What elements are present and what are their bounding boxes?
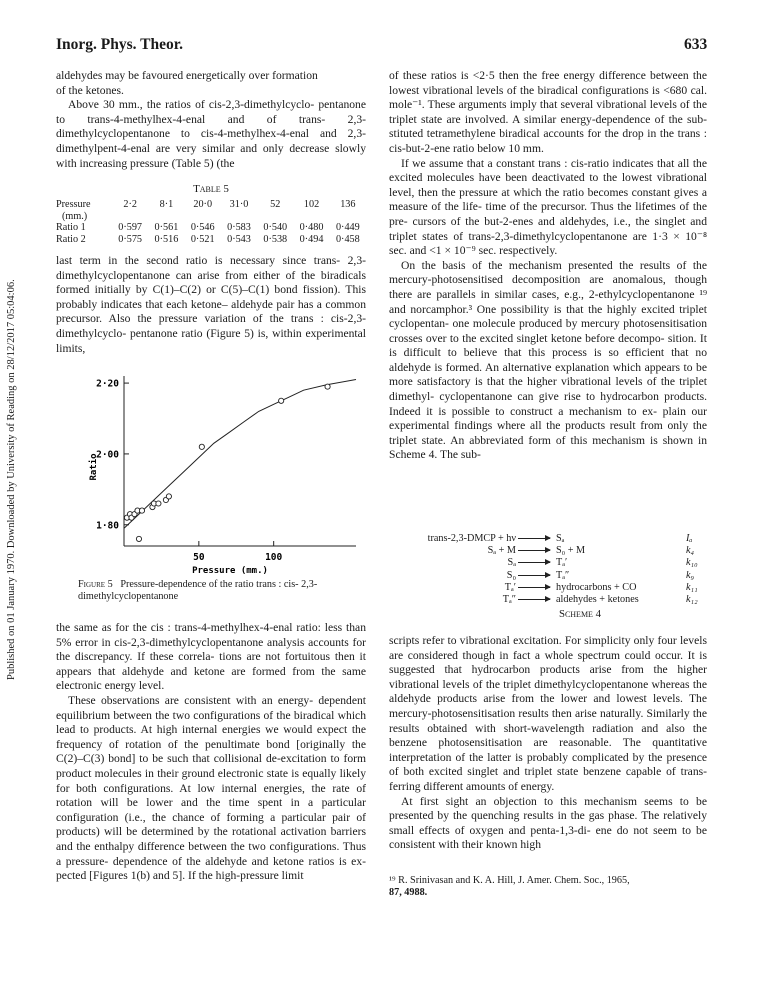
data-point — [166, 494, 171, 499]
table-cell: Ratio 1 — [56, 222, 86, 233]
figure-caption — [78, 579, 368, 603]
scheme-row — [410, 570, 710, 582]
table-cell: Ratio 2 — [56, 233, 86, 245]
data-point — [136, 536, 141, 541]
paragraph: last term in the second ratio is necessary since trans- 2,3-dimethylcyclopentanone can arise from either of the biradicals formed initially by C(1)–C(2) or C(5)–C(1) bond fission). This probably indicates that each ketone– aldehyde pair has a common precursor. Also the pressure variation of the trans : cis-2,3-dimethylcyclo- pentanone ratio (Figure 5) is, within experimental limits, — [56, 254, 366, 355]
download-watermark — [6, 120, 20, 680]
paragraph: These observations are consistent with an energy- dependent equilibrium between the two configurations of the biradical which lead to products. At high internal energies we would expect the frequency of rotation of the penultimate bond [originally the C(2)–C(3) bond] to be such that collisional de-excitation to form product molecules in their ground electronic state is equally likely for both configurations. At low internal energies, the rate of rotation will be lower and the time spent in a particular configuration (i.e., the chance of forming a particular pair of products) will be determined by the rotational activation barriers and the enthalpy difference between the two configurations. Thus a pressure- dependence of the aldehyde and ketone ratios is ex- pected [Figures 1(b) and 5]. If the high-pressure limit — [56, 693, 366, 883]
table-cell: 0·494 — [299, 233, 324, 245]
figure-label: Figure 5 — [78, 579, 113, 590]
footnote-marker: ¹⁹ — [389, 875, 396, 886]
table-row — [56, 222, 366, 234]
scheme-rate-constant: k₄ — [686, 545, 695, 557]
table-cell: 0·516 — [154, 233, 179, 245]
paragraph: the same as for the cis : trans-4-methylhex-4-enal ratio: less than 5% error in cis-2,3-dimethylcyclopentanone analysis accounts for the discrepancy. If these correla- tions are not fortuitous then it appears that aldehyde and ketone are formed from the same electronic energy level. — [56, 621, 366, 693]
figure-caption-text: Pressure-dependence of the ratio trans : cis- 2,3-dimethylcyclopentanone — [78, 579, 318, 602]
table-cell: 0·538 — [263, 233, 288, 245]
scheme-reactant: S₀ — [506, 569, 516, 581]
y-tick-label: 2·00 — [96, 449, 119, 461]
scheme-rate-constant: Iₐ — [686, 533, 693, 544]
x-tick-label: 100 — [265, 552, 283, 563]
y-axis-label: Ratio — [89, 453, 99, 481]
left-column-middle — [56, 254, 366, 356]
data-point — [139, 508, 144, 513]
scheme-rate-constant: k₁₂ — [686, 593, 698, 605]
x-tick-label: 50 — [193, 552, 205, 563]
scheme-rate-constant: k₁₁ — [686, 581, 698, 593]
table-cell: 0·546 — [190, 222, 215, 233]
table-cell: 0·561 — [154, 222, 179, 233]
arrow-icon — [518, 562, 550, 563]
table-cell: 0·449 — [335, 222, 360, 233]
scheme-product: aldehydes + ketones — [556, 593, 639, 605]
arrow-icon — [518, 587, 550, 588]
watermark-text: Published on 01 January 1970. Downloaded by University of Reading on 28/12/2017 05:04:06. — [6, 279, 17, 680]
scheme-rate-constant: k₉ — [686, 569, 695, 581]
scheme-4 — [410, 533, 710, 620]
journal-header: Inorg. Phys. Theor. — [56, 36, 184, 53]
left-column-bottom — [56, 621, 366, 884]
y-tick-label: 1·80 — [96, 520, 119, 532]
scheme-row — [410, 582, 710, 594]
left-column-top — [56, 69, 366, 171]
footnote-ref: 87, 4988. — [389, 887, 428, 899]
scheme-row — [410, 594, 710, 606]
chart-points — [124, 384, 330, 541]
table-cell: 0·540 — [263, 222, 288, 233]
paragraph: If we assume that a constant trans : cis-ratio indicates that all the excited molecules have been deactivated to the lowest vibrational level, then the pressure at which the ratio becomes constant gives a measure of the life- time of the precursor. Thus the lifetimes of the pre- cursors of the but-2-enes and aldehydes, i.e., the singlet and triplet states of trans-2,3-dimethylcyclopentanone are 1·3 × 10⁻⁸ sec. and <1 × 10⁻⁹ sec. respectively. — [389, 156, 707, 258]
scheme-rate-constant: k₁₀ — [686, 557, 698, 569]
scheme-reactant: Tₐ′ — [504, 581, 516, 593]
paragraph: Above 30 mm., the ratios of cis-2,3-dimethylcyclo- pentanone to trans-4-methylhex-4-enal and of trans- 2,3-dimethylcyclopentanone to cis-4-methylhex-4-enal and 2,3-dimethylpent-4-enal are very similar and only decrease slowly with increasing pressure (Table 5) (the — [56, 98, 366, 170]
scheme-product: hydrocarbons + CO — [556, 581, 637, 593]
scheme-product: Tₐ″ — [556, 569, 570, 581]
scheme-product: S₀ + M — [556, 545, 586, 557]
data-table — [56, 199, 366, 245]
scheme-reactant: trans-2,3-DMCP + hν — [427, 533, 516, 544]
table-cell: (mm.) — [62, 210, 88, 222]
page-number: 633 — [684, 36, 708, 53]
x-axis-label: Pressure (mm.) — [192, 566, 268, 576]
table-cell: 20·0 — [193, 199, 213, 210]
right-column-top — [389, 69, 707, 463]
scheme-row — [410, 557, 710, 569]
table-cell: 0·583 — [227, 222, 251, 233]
figure-5-chart — [56, 368, 366, 608]
chart-axes — [124, 376, 356, 546]
arrow-icon — [518, 599, 550, 600]
scheme-product: Sₐ — [556, 533, 565, 544]
right-column-bottom — [389, 634, 707, 853]
table-cell: 102 — [303, 199, 320, 210]
paragraph: aldehydes may be favoured energetically over formation — [56, 69, 318, 82]
table-cell: 0·521 — [190, 233, 215, 245]
table-cell: 0·458 — [335, 233, 360, 245]
table-cell: Pressure — [56, 199, 91, 210]
table-cell: 52 — [270, 199, 281, 210]
data-point — [325, 384, 330, 389]
table-cell: 0·575 — [118, 233, 143, 245]
footnote — [389, 875, 707, 900]
y-tick-label: 2·20 — [96, 378, 119, 390]
table-row — [56, 234, 366, 246]
scheme-reactant: Sₐ — [507, 557, 516, 569]
scheme-row — [410, 545, 710, 557]
table-cell: 31·0 — [229, 199, 249, 210]
data-point — [199, 444, 204, 449]
scheme-product: Tₐ′ — [556, 557, 568, 569]
scheme-reactant: Tₐ″ — [502, 593, 516, 605]
paragraph: scripts refer to vibrational excitation. For simplicity only four levels are considered though in fact a whole spectrum could occur. It is suggested that hydrocarbon products arise from the higher vibrational levels of the triplet dimethylcyclopentanone whereas the aldehyde products arise from the lower and lowest levels. The mercury-photosensitisation results then arise naturally. Similarly the results obtained with short-wavelength radiation and also the benzene photosensitisation are reasonable. The quantitative interpretation of the latter is probably complicated by the presence of both excited singlet and triplet state benzene capable of trans- ferring different amounts of energy. — [389, 634, 707, 793]
paragraph: of the ketones. — [56, 83, 124, 97]
arrow-icon — [518, 575, 550, 576]
paragraph: of these ratios is <2·5 then the free energy difference between the lowest vibrational levels of the biradical configurations is <680 cal. mole⁻¹. These arguments imply that several vibrational levels of the triplet state are involved. A similar energy-dependence of the sub- stituted tetramethylene biradical accounts for the drop in the trans : cis-but-2-ene ratio below 10 mm. — [389, 69, 707, 155]
scheme-reactant: Sₐ + M — [487, 545, 516, 557]
table-cell: 136 — [340, 199, 356, 210]
table-cell: 8·1 — [159, 199, 174, 210]
arrow-icon — [518, 550, 550, 551]
paragraph: On the basis of the mechanism presented the results of the mercury-photosensitised decomposition are anomalous, though there are parallels in similar cases, e.g., 2-ethylcyclopentanone ¹⁹ and norcamphor.³ One possibility is that the highly excited triplet cyclopentan- one molecule produced by mercury photosensitisation crosses over to the excited singlet ketone before decompo- sition. It is difficult to believe that this process is so efficient that no aldehyde is formed. An alternative explanation which appears to be more satisfactory is that the higher vibrational levels of the triplet dimethyl- cyclopentanone can give rise to hydrocarbon products. Indeed it is possible to construct a mechanism to ex- plain our experimental findings where all the products result from only the triplet state. An abbreviated form of this mechanism is shown in Scheme 4. The sub- — [389, 258, 707, 462]
table-unit-row — [56, 211, 366, 223]
table-5 — [56, 183, 366, 245]
table-header-row — [56, 199, 366, 211]
table-cell: 0·597 — [118, 222, 143, 233]
paragraph: At first sight an objection to this mechanism seems to be presented by the quenching results in the gas phase. The relatively small effects of oxygen and penta-1,3-di- ene do not seem to be consistent with their known high — [389, 794, 707, 852]
table-caption: Table 5 — [193, 183, 229, 195]
arrow-icon — [518, 538, 550, 539]
table-cell: 2·2 — [123, 199, 137, 210]
scheme-row — [410, 533, 710, 545]
data-point — [279, 398, 284, 403]
table-cell: 0·480 — [299, 222, 324, 233]
table-cell: 0·543 — [227, 233, 251, 245]
scheme-caption: Scheme 4 — [558, 608, 602, 621]
data-point — [156, 501, 161, 506]
footnote-text: R. Srinivasan and K. A. Hill, J. Amer. Chem. Soc., 1965, — [398, 875, 630, 886]
